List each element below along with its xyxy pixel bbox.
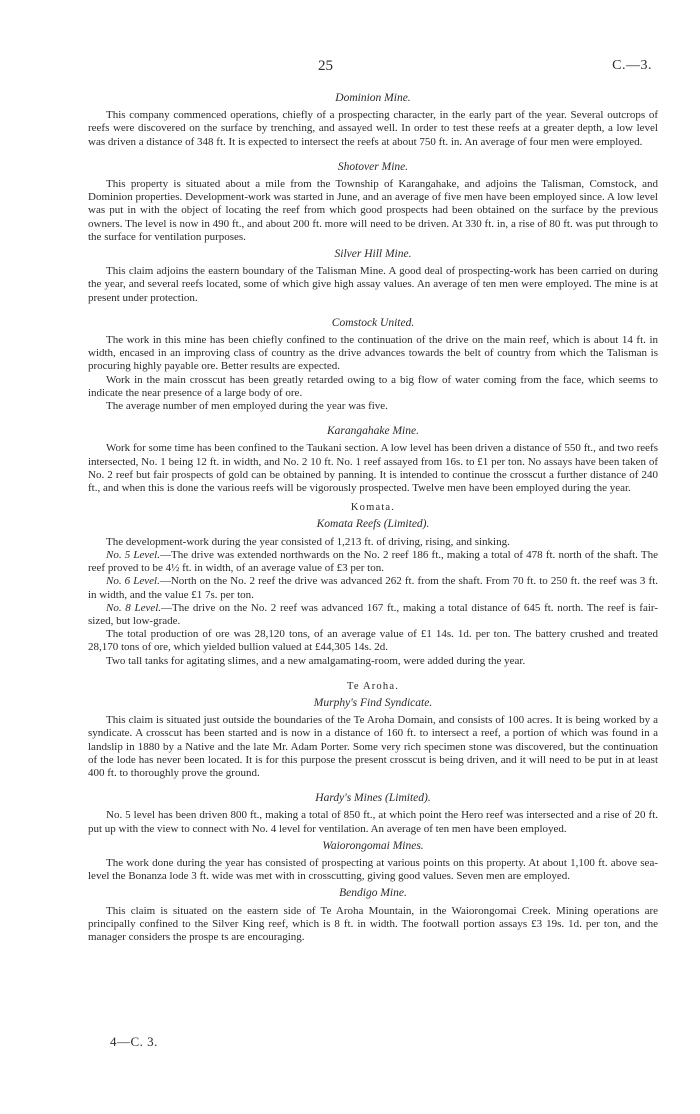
paragraph: This property is situated about a mile from the Township of Karangahake, and adjoins the Talisman, Comstock, and Dominion properties. Development-work was started in June, and an average of five men have been employed since. A low level was put in with the object of locating the reef from which good prospects had been obtained on the surface by the previous owners. The level is now in 490 ft., and about 200 ft. more will need to be driven. At 330 ft. in, a rise of 80 ft. was put through to the surface for ventilation purposes. — [88, 178, 658, 243]
heading-silver-hill-mine: Silver Hill Mine. — [334, 248, 412, 261]
paragraph: The average number of men employed during the year was five. — [106, 400, 388, 413]
page-body — [88, 88, 658, 944]
heading-waiorongomai-mines: Waiorongomai Mines. — [322, 839, 424, 852]
level-label: No. 6 Level. — [106, 575, 160, 588]
signature-mark: 4—C. 3. — [110, 1034, 158, 1049]
level-text: —North on the No. 2 reef the drive was advanced 262 ft. from the shaft. From 70 ft. to 250 ft. the reef was 3 ft. in width, and the value £1 7s. per ton. — [88, 575, 658, 601]
paragraph: This claim is situated on the eastern side of Te Aroha Mountain, in the Waiorongomai Creek. Mining operations are principally confined to the Silver King reef, which is 8 ft. in width. The footwall portion assays £3 19s. 1d. per ton, and the manager considers the prospe ts are encouraging. — [88, 904, 658, 943]
paragraph: Work for some time has been confined to the Taukani section. A low level has been driven a distance of 550 ft., and two reefs intersected, No. 1 being 12 ft. in width, and No. 2 10 ft. No. 1 reef assayed from 16s. to £1 per ton. No assays have been taken of No. 2 reef but fair prospects of gold can be obtained by panning. It is intended to continue the crosscut a further distance of 240 ft., and when this is done the various reefs will be vigorously prospected. Twelve men have been employed during the year. — [88, 442, 658, 495]
level-text: —The drive was extended northwards on the No. 2 reef 186 ft., making a total of 478 ft. north of the shaft. The reef proved to be 4½ ft. in width, of an average value of £3 per ton. — [88, 548, 658, 575]
district-heading-komata: Komata. — [350, 502, 396, 514]
district-heading-te-aroha: Te Aroha. — [346, 680, 400, 692]
paragraph: The total production of ore was 28,120 tons, of an average value of £1 14s. 1d. per ton. The battery crushed and treated 28,170 tons of ore, which yielded bullion valued at £44,305 14s. 2d. — [88, 628, 658, 654]
heading-hardys-mines: Hardy's Mines (Limited). — [315, 792, 431, 805]
heading-murphys-find-syndicate: Murphy's Find Syndicate. — [313, 696, 433, 709]
paragraph: The work done during the year has consisted of prospecting at various points on this property. At about 1,100 ft. above sea-level the Bonanza lode 3 ft. wide was met with in crosscutting, giving good values. Seven men are employed. — [88, 856, 658, 883]
heading-shotover-mine: Shotover Mine. — [337, 160, 409, 173]
paragraph-level-8 — [88, 602, 658, 628]
level-label: No. 5 Level. — [106, 548, 160, 561]
paragraph-level-5 — [88, 549, 658, 575]
heading-karangahake-mine: Karangahake Mine. — [327, 425, 419, 438]
page-number: 25 — [318, 58, 333, 74]
level-text: —The drive on the No. 2 reef was advanced 167 ft., making a total distance of 645 ft. north. The reef is fair-sized, but low-grade. — [88, 601, 658, 627]
paragraph: This claim adjoins the eastern boundary of the Talisman Mine. A good deal of prospecting-work has been carried on during the year, and several reefs located, some of which give high assay values. An average of ten men were employed. The mine is at present under protection. — [88, 265, 658, 304]
paragraph: Two tall tanks for agitating slimes, and a new amalgamating-room, were added during the year. — [106, 654, 526, 667]
paragraph: The development-work during the year consisted of 1,213 ft. of driving, rising, and sinking. — [106, 535, 510, 548]
paragraph: The work in this mine has been chiefly confined to the continuation of the drive on the main reef, which is about 14 ft. in width, encased in an improving class of country as the drive advances towards the belt of country from which the Talisman is procuring highly payable ore. Better results are expected. — [88, 334, 658, 373]
paragraph: No. 5 level has been driven 800 ft., making a total of 850 ft., at which point the Hero reef was intersected and a rise of 20 ft. put up with the view to connect with No. 4 level for ventilation. An average of ten men have been employed. — [88, 809, 658, 835]
document-reference: C.—3. — [612, 58, 652, 73]
paragraph: This claim is situated just outside the boundaries of the Te Aroha Domain, and consists of 100 acres. It is being worked by a syndicate. A crosscut has been started and is now in a distance of 160 ft. to intersect a reef, a portion of which was found in a landslip in 1880 by a Native and the late Mr. Adam Porter. Some very rich specimen stone was discovered, but the continuation of the lode has never been located. It is for this purpose the present crosscut is being driven, and it will need to be put in at least 400 ft. to thoroughly prove the ground. — [88, 714, 658, 779]
heading-comstock-united: Comstock United. — [331, 316, 415, 329]
heading-komata-reefs: Komata Reefs (Limited). — [316, 518, 430, 531]
paragraph-level-6 — [88, 575, 658, 601]
paragraph: This company commenced operations, chiefly of a prospecting character, in the early part of the year. Several outcrops of reefs were discovered on the surface by trenching, and assayed well. In order to test these reefs at a greater depth, a low level was driven a distance of 348 ft. It is expected to intersect the reefs at about 750 ft. in. An average of four men were employed. — [88, 109, 658, 148]
paragraph: Work in the main crosscut has been greatly retarded owing to a big flow of water coming from the face, which seems to indicate the near presence of a large body of ore. — [88, 373, 658, 399]
heading-dominion-mine: Dominion Mine. — [335, 92, 411, 104]
heading-bendigo-mine: Bendigo Mine. — [339, 887, 407, 900]
level-label: No. 8 Level. — [106, 601, 162, 614]
